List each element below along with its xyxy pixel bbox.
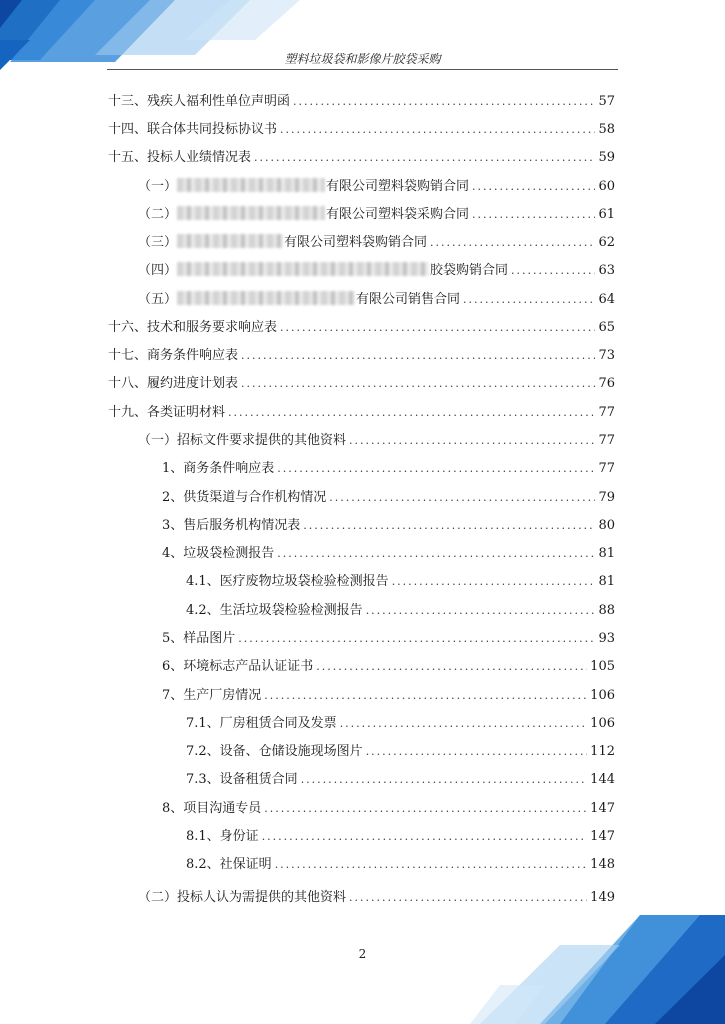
- document-header-title: 塑料垃圾袋和影像片胶袋采购: [284, 52, 441, 66]
- toc-entry: 十六、技术和服务要求响应表 ..... 65: [108, 318, 615, 338]
- toc-entry: （一）招标文件要求提供的其他资料 ..... 77: [138, 431, 615, 451]
- toc-entry: 十五、投标人业绩情况表 ..... 59: [108, 148, 615, 168]
- toc-entry: （三） 有限公司塑料袋购销合同 ..... 62: [138, 233, 615, 253]
- toc-entry: 十九、各类证明材料 ..... 77: [108, 403, 615, 423]
- redacted-company-name: [177, 206, 325, 220]
- redacted-company-name: [177, 178, 325, 192]
- toc-entry: 4.1、医疗废物垃圾袋检验检测报告 ..... 81: [186, 572, 615, 592]
- toc-entry: 3、售后服务机构情况表 ..... 80: [162, 516, 615, 536]
- toc-entry: 8.1、身份证 ..... 147: [186, 827, 615, 847]
- toc-entry: 7.1、厂房租赁合同及发票 ..... 106: [186, 714, 615, 734]
- toc-entry: 2、供货渠道与合作机构情况 ..... 79: [162, 488, 615, 508]
- toc-entry: 8、项目沟通专员 ..... 147: [162, 799, 615, 819]
- redacted-company-name: [177, 234, 283, 248]
- redacted-company-name: [177, 291, 355, 305]
- toc-entry: 7.3、设备租赁合同 ..... 144: [186, 770, 615, 790]
- toc-entry: （五） 有限公司销售合同 ..... 64: [138, 290, 615, 310]
- toc-entry: 十八、履约进度计划表 ..... 76: [108, 374, 615, 394]
- toc-entry: 8.2、社保证明 ..... 148: [186, 855, 615, 875]
- toc-entry: 6、环境标志产品认证证书 ..... 105: [162, 657, 615, 677]
- toc-entry: （二） 有限公司塑料袋采购合同 ..... 61: [138, 205, 615, 225]
- page-number: 2: [358, 947, 367, 961]
- toc-entry: 5、样品图片 ..... 93: [162, 629, 615, 649]
- toc-entry: 7.2、设备、仓储设施现场图片 ..... 112: [186, 742, 615, 762]
- toc-entry: 1、商务条件响应表 ..... 77: [162, 459, 615, 479]
- toc-entry: 4、垃圾袋检测报告 ..... 81: [162, 544, 615, 564]
- header-divider: [107, 69, 618, 70]
- toc-entry: （四） 胶袋购销合同 ..... 63: [138, 261, 615, 281]
- toc-entry: 4.2、生活垃圾袋检验检测报告 ..... 88: [186, 601, 615, 621]
- toc-entry: 十三、残疾人福利性单位声明函 ..... 57: [108, 92, 615, 112]
- redacted-company-name: [177, 262, 429, 276]
- toc-entry: 7、生产厂房情况 ..... 106: [162, 686, 615, 706]
- toc-entry: （一） 有限公司塑料袋购销合同 ..... 60: [138, 177, 615, 197]
- toc-entry: 十七、商务条件响应表 ..... 73: [108, 346, 615, 366]
- toc-entry: 十四、联合体共同投标协议书 ..... 58: [108, 120, 615, 140]
- toc-entry: （二）投标人认为需提供的其他资料 ..... 149: [138, 888, 615, 908]
